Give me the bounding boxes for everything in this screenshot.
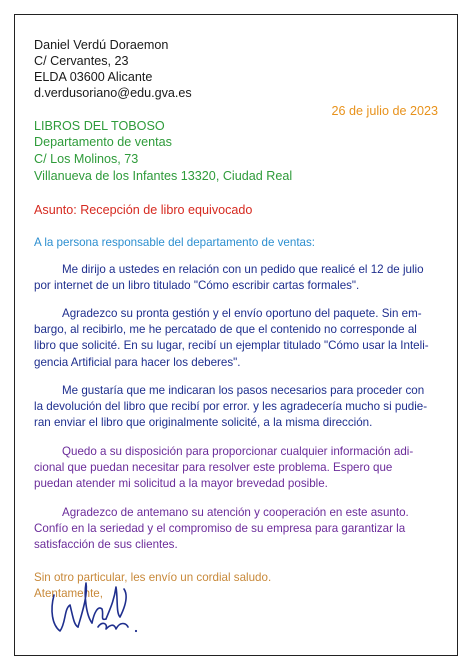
paragraph-line: cional que puedan necesitar para resolver este problema. Espero que [34,461,393,475]
paragraph-line: Confío en la seriedad y el compromiso de su empresa para garantizar la [34,522,406,536]
letter-date: 26 de julio de 2023 [331,104,438,118]
paragraph-line: bargo, al recibirlo, me he percatado de que el contenido no corresponde al [34,323,417,337]
body-paragraph-3 [34,383,434,432]
recipient-city: Villanueva de los Infantes 13320, Ciudad Real [34,169,293,183]
body-paragraph-1 [34,262,434,294]
closing-sign-off: Atentamente, [34,587,103,600]
paragraph-line: Agradezco su pronta gestión y el envío oportuno del paquete. Sin em- [62,307,422,320]
recipient-department: Departamento de ventas [34,135,172,149]
paragraph-line: Me gustaría que me indicaran los pasos necesarios para proceder con [62,384,425,397]
recipient-street: C/ Los Molinos, 73 [34,152,139,166]
sender-name: Daniel Verdú Doraemon [34,38,169,52]
sender-street: C/ Cervantes, 23 [34,54,129,68]
paragraph-line: gencia Artificial para hacer los deberes". [34,355,241,369]
letter-greeting: A la persona responsable del departamento de ventas: [34,236,316,249]
paragraph-line: libro que solicité. En su lugar, recibí un ejemplar titulado "Cómo usar la Inteli- [34,339,429,353]
body-paragraph-2 [34,306,434,371]
letter-subject: Asunto: Recepción de libro equivocado [34,203,253,217]
sender-city: ELDA 03600 Alicante [34,70,153,84]
body-paragraph-5 [34,505,434,554]
paragraph-line: Me dirijo a ustedes en relación con un pedido que realicé el 12 de julio [62,263,424,276]
closing-salutation: Sin otro particular, les envío un cordial saludo. [34,571,272,584]
recipient-company: LIBROS DEL TOBOSO [34,119,165,133]
paragraph-line: Agradezco de antemano su atención y cooperación en este asunto. [62,506,409,519]
sender-email: d.verdusoriano@edu.gva.es [34,86,192,100]
paragraph-line: la devolución del libro que recibí por error. y les agradecería mucho si pudie- [34,400,428,414]
paragraph-line: Quedo a su disposición para proporcionar cualquier información adi- [62,445,414,458]
paragraph-line: satisfacción de sus clientes. [34,538,178,552]
paragraph-line: por internet de un libro titulado "Cómo escribir cartas formales". [34,279,360,293]
body-paragraph-4 [34,444,434,493]
paragraph-line: puedan atender mi solicitud a la mayor brevedad posible. [34,477,328,491]
paragraph-line: ran enviar el libro que originalmente solicité, a la misma dirección. [34,416,373,430]
handwritten-signature [40,565,140,645]
